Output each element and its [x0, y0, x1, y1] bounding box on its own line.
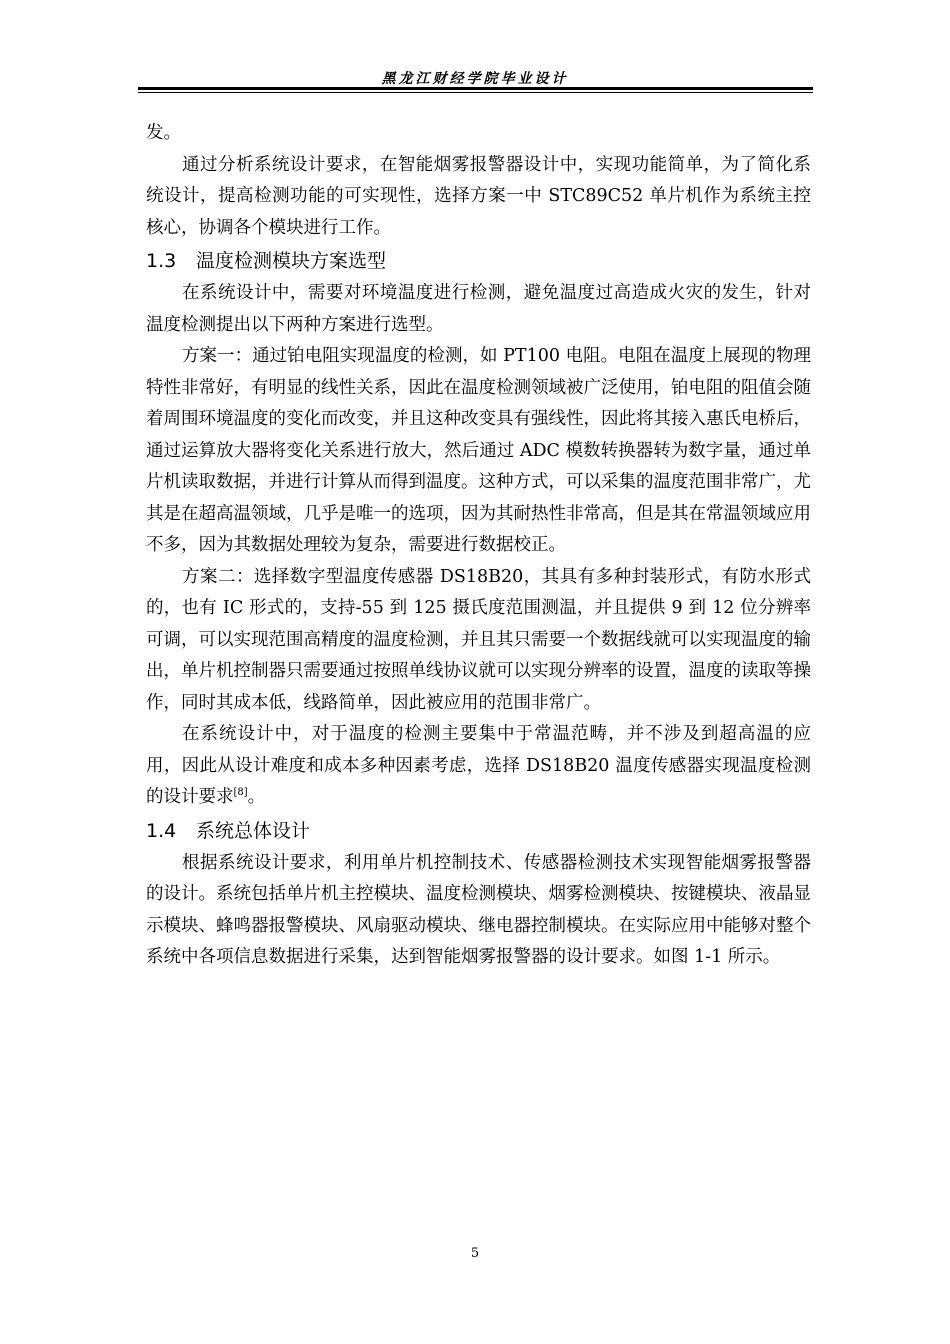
- paragraph-option-two: 方案二：选择数字型温度传感器 DS18B20，其具有多种封装形式，有防水形式的，也有 IC 形式的，支持-55 到 125 摄氏度范围测温，并且提供 9 到 12 位分辨率可调，可以实现范围高精度的温度检测，并且其只需要一个数据线就可以实现温度的输出，单片机控制器只需要通过按照单线协议就可以实现分辨率的设置，温度的读取等操作，同时其成本低，线路简单，因此被应用的范围非常广。: [146, 566, 811, 713]
- paragraph-option-one: 方案一：通过铂电阻实现温度的检测，如 PT100 电阻。电阻在温度上展现的物理特性非常好，有明显的线性关系，因此在温度检测领域被广泛使用，铂电阻的阻值会随着周围环境温度的变化而改变，并且这种改变具有强线性，因此将其接入惠氏电桥后，通过运算放大器将变化关系进行放大，然后通过 ADC 模数转换器转为数字量，通过单片机读取数据，并进行计算从而得到温度。这种方式，可以采集的温度范围非常广，尤其是在超高温领域，几乎是唯一的选项，因为其耐热性非常高，但是其在常温领域应用不多，因为其数据处理较为复杂，需要进行数据校正。: [146, 346, 811, 555]
- page-number: 5: [470, 1246, 480, 1261]
- paragraph-temp-conclusion: [146, 719, 811, 814]
- citation: [8]: [233, 787, 248, 799]
- header-title: 黑龙江财经学院毕业设计: [381, 71, 569, 87]
- paragraph-mcu-selection: 通过分析系统设计要求，在智能烟雾报警器设计中，实现功能简单，为了简化系统设计，提高检测功能的可实现性，选择方案一中 STC89C52 单片机作为系统主控核心，协调各个模块进行工作。: [146, 154, 811, 238]
- section-number: 1.4: [146, 819, 177, 842]
- section-heading-1-4: [146, 814, 811, 848]
- paragraph-system-design: 根据系统设计要求，利用单片机控制技术、传感器检测技术实现智能烟雾报警器的设计。系统包括单片机主控模块、温度检测模块、烟雾检测模块、按键模块、液晶显示模块、蜂鸣器报警模块、风扇驱动模块、继电器控制模块。在实际应用中能够对整个系统中各项信息数据进行采集，达到智能烟雾报警器的设计要求。如图 1-1 所示。: [146, 852, 811, 967]
- paragraph-end: 。: [247, 787, 266, 807]
- header-rule-thick: [138, 87, 813, 90]
- document-body: [146, 118, 811, 974]
- paragraph-text: 在系统设计中，对于温度的检测主要集中于常温范畴，并不涉及到超高温的应用，因此从设计难度和成本多种因素考虑，选择 DS18B20 温度传感器实现温度检测的设计要求: [146, 724, 811, 807]
- paragraph-continuation: 发。: [146, 123, 181, 143]
- section-number: 1.3: [146, 250, 177, 272]
- header-rule-thin: [138, 92, 813, 93]
- paragraph-temp-intro: 在系统设计中，需要对环境温度进行检测，避免温度过高造成火灾的发生，针对温度检测提出以下两种方案进行选型。: [146, 283, 811, 335]
- section-title: 系统总体设计: [196, 819, 311, 842]
- section-heading-1-3: [146, 244, 811, 278]
- section-title: 温度检测模块方案选型: [196, 250, 387, 272]
